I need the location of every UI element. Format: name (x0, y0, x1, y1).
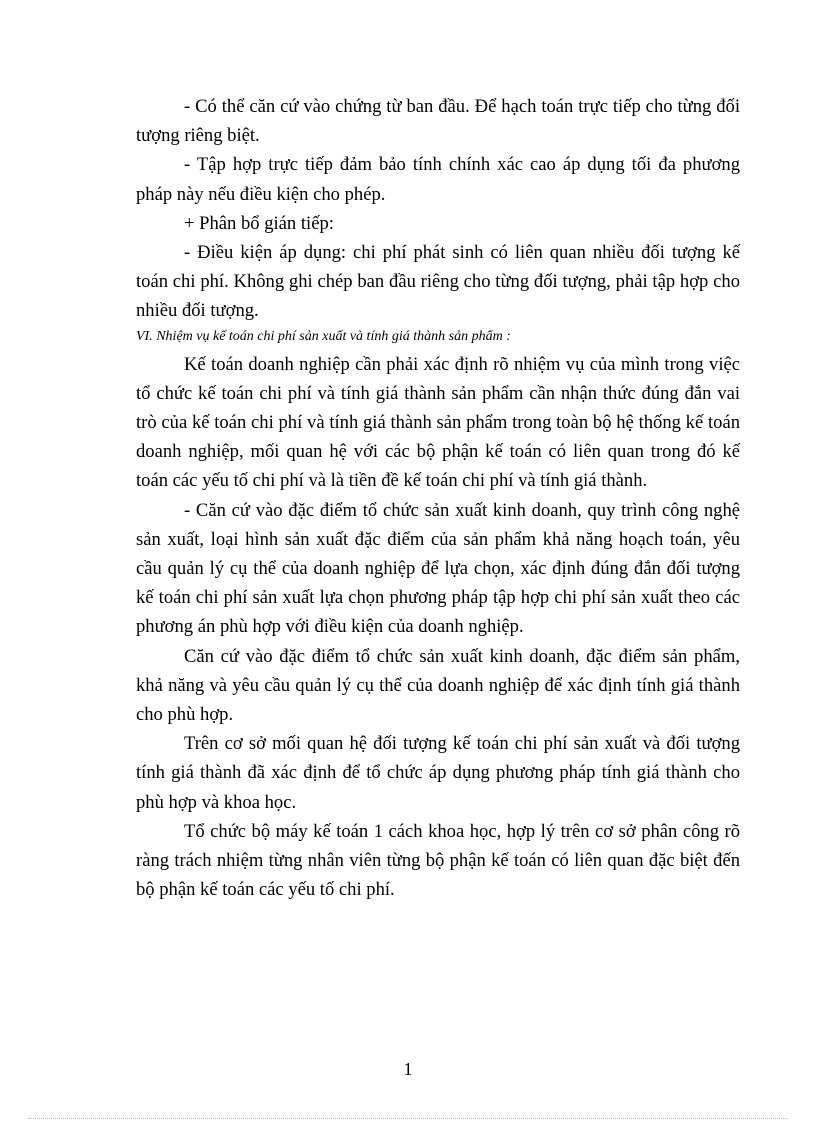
page-bottom-divider (28, 1118, 788, 1119)
paragraph-direct-accuracy: - Tập hợp trực tiếp đảm bảo tính chính xác cao áp dụng tối đa phương pháp này nếu điều kiện cho phép. (136, 154, 740, 205)
paragraph-direct-basis: - Có thể căn cứ vào chứng từ ban đầu. Để hạch toán trực tiếp cho từng đối tượng riêng biệt. (136, 96, 740, 147)
paragraph-indirect-allocation: + Phân bổ gián tiếp: (184, 212, 334, 234)
paragraph-relationship-basis: Trên cơ sở mối quan hệ đối tượng kế toán chi phí sản xuất và đối tượng tính giá thành đã xác định để tổ chức áp dụng phương pháp tính giá thành cho phù hợp và khoa học. (136, 733, 740, 813)
paragraph-organization: Tổ chức bộ máy kế toán 1 cách khoa học, hợp lý trên cơ sở phân công rõ ràng trách nhiệm từng nhân viên từng bộ phận kế toán có liên quan đặc biệt đến bộ phận kế toán các yếu tố chi phí. (136, 820, 740, 901)
page-number: 1 (403, 1059, 413, 1079)
section-heading: VI. Nhiệm vụ kế toán chi phí sản xuất và tính giá thành sản phẩm : (136, 328, 511, 344)
paragraph-accounting-duties: Kế toán doanh nghiệp cần phải xác định rõ nhiệm vụ của mình trong việc tổ chức kế toán chi phí và tính giá thành sản phẩm cần nhận thức đúng đắn vai trò của kế toán chi phí và tính giá thành sản phẩm trong toàn bộ hệ thống kế toán doanh nghiệp, mối quan hệ với các bộ phận kế toán có liên quan trong đó kế toán các yếu tố chi phí và là tiền đề kế toán chi phí và tính giá thành. (136, 353, 740, 492)
paragraph-application-condition: - Điều kiện áp dụng: chi phí phát sinh có liên quan nhiều đối tượng kế toán chi phí. Không ghi chép ban đầu riêng cho từng đối tượng, phải tập hợp cho nhiều đối tượng. (136, 242, 740, 322)
paragraph-production-basis: - Căn cứ vào đặc điểm tổ chức sản xuất kinh doanh, quy trình công nghệ sản xuất, loại hình sản xuất đặc điểm của sản phẩm khả năng hoạch toán, yêu cầu quản lý cụ thể của doanh nghiệp để lựa chọn, xác định đúng đắn đối tượng kế toán chi phí sản xuất lựa chọn phương pháp tập hợp chi phí sản xuất theo các phương án phù hợp với điều kiện của doanh nghiệp. (136, 499, 740, 638)
paragraph-cost-determination: Căn cứ vào đặc điểm tổ chức sản xuất kinh doanh, đặc điểm sản phẩm, khả năng và yêu cầu quản lý cụ thể của doanh nghiệp để xác định tính giá thành cho phù hợp. (136, 645, 740, 726)
document-body (136, 92, 740, 904)
